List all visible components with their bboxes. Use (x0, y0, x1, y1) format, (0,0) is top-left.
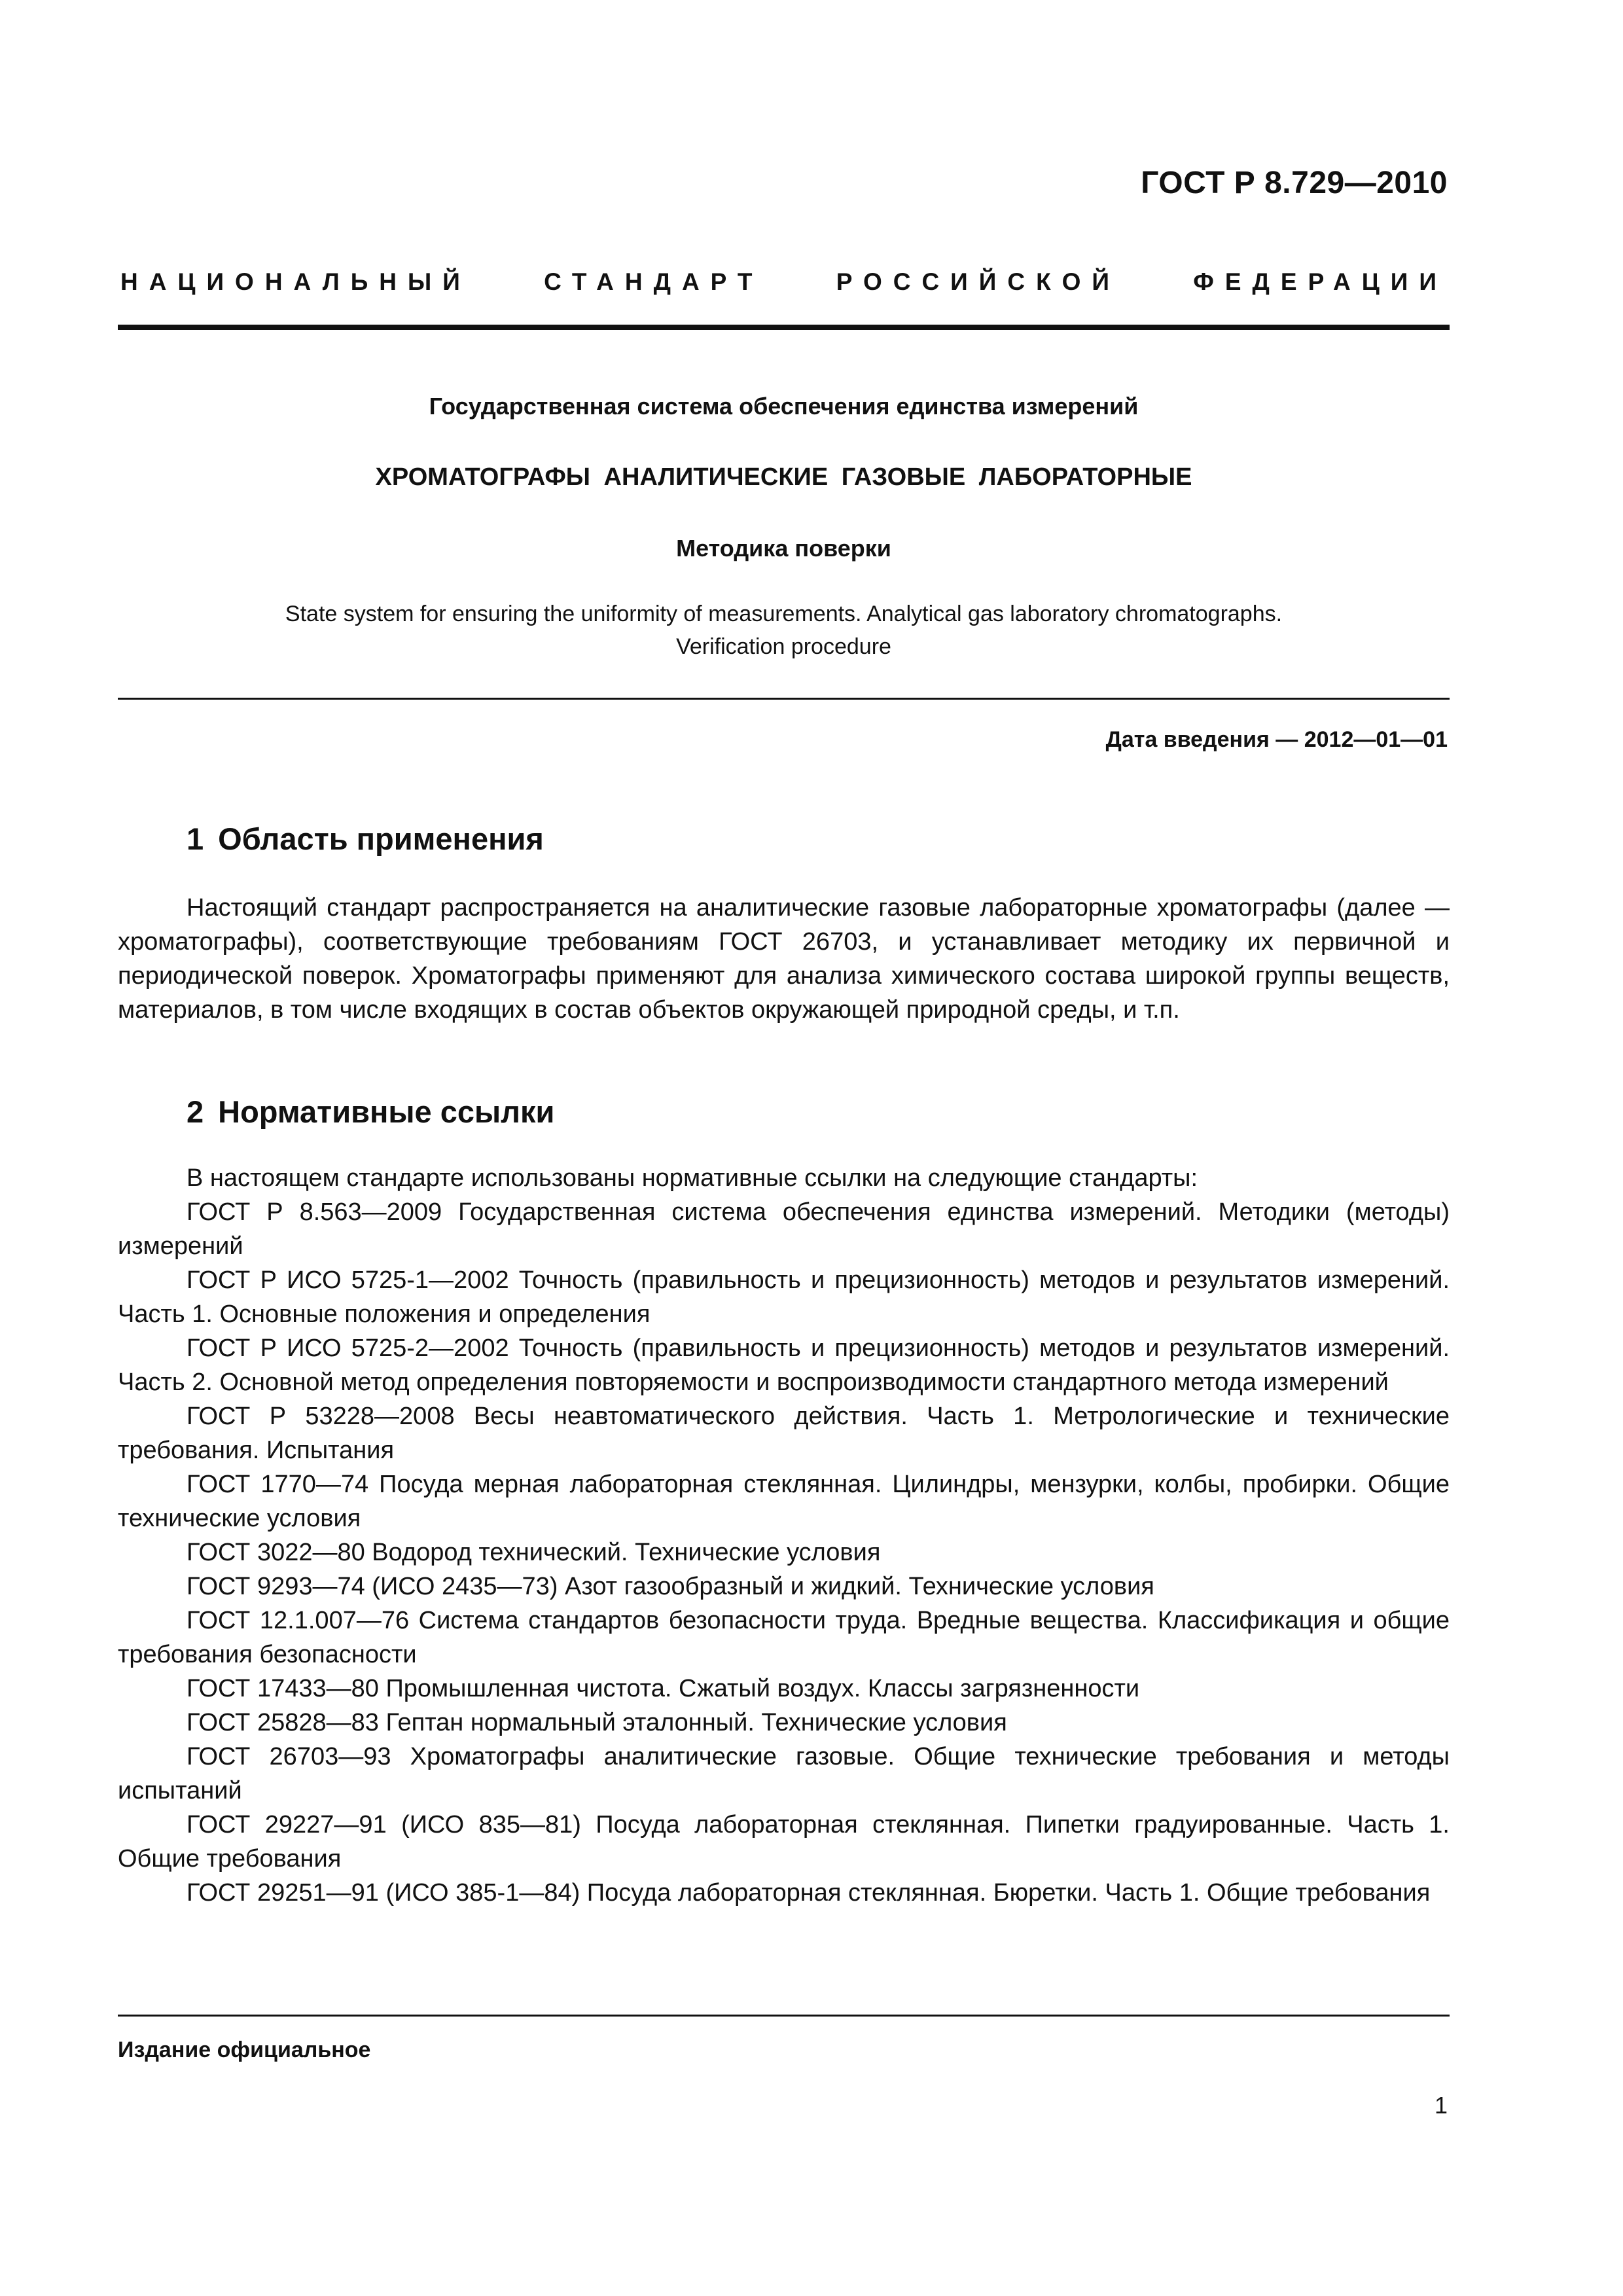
footer-divider (118, 2015, 1450, 2017)
reference-item: ГОСТ 1770—74 Посуда мерная лабораторная стеклянная. Цилиндры, мензурки, колбы, пробирки. Общие технические условия (118, 1471, 1450, 1532)
paragraph: В настоящем стандарте использованы нормативные ссылки на следующие стандарты: (187, 1164, 1198, 1192)
reference-item: ГОСТ 3022—80 Водород технический. Технические условия (187, 1539, 881, 1566)
paragraph: Настоящий стандарт распространяется на аналитические газовые лабораторные хроматографы (далее — хроматографы), соответствующие требованиям ГОСТ 26703, и устанавливает методику их первичной и периодической поверок. Хроматографы применяют для анализа химического состава широкой группы веществ, материалов, в том числе входящих в состав объектов окружающей природной среды, и т.п. (118, 894, 1450, 1024)
reference-item: ГОСТ 26703—93 Хроматографы аналитические газовые. Общие технические требования и методы испытаний (118, 1743, 1450, 1804)
section-title: Область применения (218, 821, 544, 856)
reference-item: ГОСТ 12.1.007—76 Система стандартов безопасности труда. Вредные вещества. Классификация и общие требования безопасности (118, 1607, 1450, 1668)
banner-word: НАЦИОНАЛЬНЫЙ (120, 268, 471, 295)
section-number: 2 (187, 1094, 204, 1129)
main-title: ХРОМАТОГРАФЫ АНАЛИТИЧЕСКИЕ ГАЗОВЫЕ ЛАБОРАТОРНЫЕ (375, 463, 1192, 491)
section-heading (187, 1094, 554, 1130)
reference-item: ГОСТ Р 53228—2008 Весы неавтоматического действия. Часть 1. Метрологические и технические требования. Испытания (118, 1403, 1450, 1464)
page-number: 1 (1434, 2092, 1448, 2119)
reference-item: ГОСТ 9293—74 (ИСО 2435—73) Азот газообразный и жидкий. Технические условия (187, 1573, 1154, 1600)
english-title-line: State system for ensuring the uniformity of measurements. Analytical gas laboratory chromatographs. (285, 601, 1283, 626)
national-standard-banner (120, 268, 1448, 296)
introduction-date: Дата введения — 2012—01—01 (1105, 727, 1448, 752)
reference-item: ГОСТ Р ИСО 5725-2—2002 Точность (правильность и прецизионность) методов и результатов измерений. Часть 2. Основной метод определения повторяемости и воспроизводимости стандартного метода измерений (118, 1335, 1450, 1396)
section-heading (187, 821, 544, 857)
banner-word: ФЕДЕРАЦИИ (1193, 268, 1448, 295)
reference-item: ГОСТ 17433—80 Промышленная чистота. Сжатый воздух. Классы загрязненности (187, 1675, 1140, 1702)
document-number: ГОСТ Р 8.729—2010 (1141, 166, 1448, 200)
banner-word: СТАНДАРТ (544, 268, 764, 295)
system-title: Государственная система обеспечения единства измерений (429, 393, 1139, 420)
reference-item: ГОСТ Р 8.563—2009 Государственная система обеспечения единства измерений. Методики (методы) измерений (118, 1198, 1450, 1260)
reference-item: ГОСТ Р ИСО 5725-1—2002 Точность (правильность и прецизионность) методов и результатов измерений. Часть 1. Основные положения и определения (118, 1266, 1450, 1328)
section-body (118, 891, 1450, 1027)
edition-note: Издание официальное (118, 2037, 371, 2062)
section-title: Нормативные ссылки (218, 1094, 555, 1129)
english-title-line: Verification procedure (676, 634, 891, 659)
reference-item: ГОСТ 29227—91 (ИСО 835—81) Посуда лабораторная стеклянная. Пипетки градуированные. Часть 1. Общие требования (118, 1811, 1450, 1873)
section-number: 1 (187, 821, 204, 856)
header-divider (118, 325, 1450, 330)
banner-word: РОССИЙСКОЙ (836, 268, 1121, 295)
reference-item: ГОСТ 29251—91 (ИСО 385-1—84) Посуда лабораторная стеклянная. Бюретки. Часть 1. Общие требования (187, 1879, 1431, 1907)
reference-item: ГОСТ 25828—83 Гептан нормальный эталонный. Технические условия (187, 1709, 1007, 1736)
document-subtitle: Методика поверки (676, 535, 891, 562)
title-divider (118, 698, 1450, 700)
english-title (118, 598, 1450, 663)
references-list (118, 1161, 1450, 1910)
